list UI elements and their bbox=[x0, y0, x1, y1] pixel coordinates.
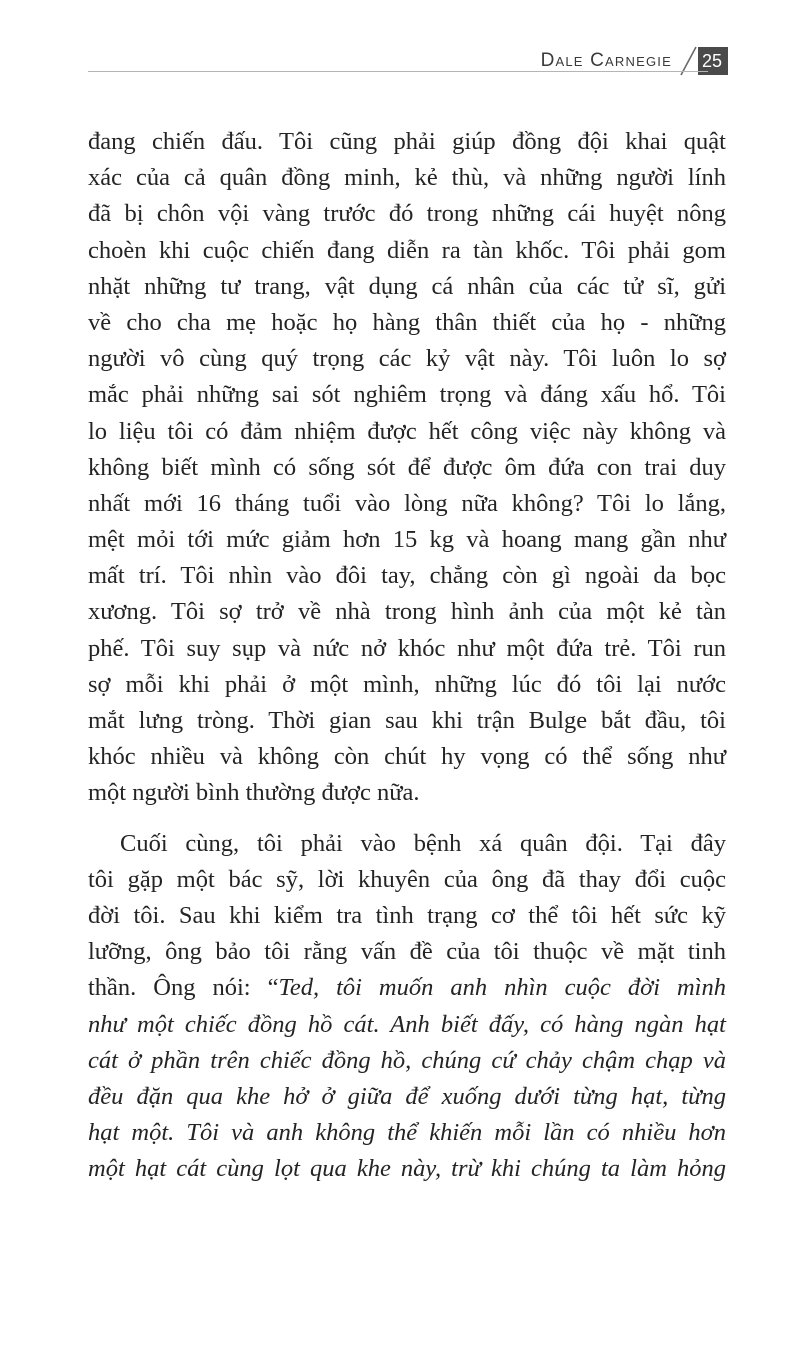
text-line: phế. Tôi suy sụp và nức nở khóc như một đứa trẻ. Tôi run bbox=[88, 634, 726, 662]
text-line: mắc phải những sai sót nghiêm trọng và đáng xấu hổ. Tôi bbox=[88, 381, 726, 409]
text-line: lưỡng, ông bảo tôi rằng vấn đề của tôi thuộc về mặt tinh bbox=[88, 938, 726, 966]
paragraph-gap bbox=[88, 812, 726, 826]
italic-quote-line: cát ở phần trên chiếc đồng hồ, chúng cứ chảy chậm chạp và bbox=[88, 1046, 726, 1074]
text-line: đã bị chôn vội vàng trước đó trong những cái huyệt nông bbox=[88, 200, 726, 228]
text-line-mixed bbox=[88, 970, 726, 1006]
text-line: một người bình thường được nữa. bbox=[88, 779, 420, 807]
header-rule bbox=[88, 71, 708, 72]
text-line: nhặt những tư trang, vật dụng cá nhân của các tử sĩ, gửi bbox=[88, 272, 726, 300]
text-line: sợ mỗi khi phải ở một mình, những lúc đó tôi lại nước bbox=[88, 670, 726, 698]
italic-quote-line: một hạt cát cùng lọt qua khe này, trừ khi chúng ta làm hỏng bbox=[88, 1155, 726, 1183]
quote-intro: thần. Ông nói: “ bbox=[88, 974, 279, 1002]
text-line: không biết mình có sống sót để được ôm đứa con trai duy bbox=[88, 453, 726, 481]
italic-quote-line: đều đặn qua khe hở ở giữa để xuống dưới từng hạt, từng bbox=[88, 1082, 726, 1110]
text-line: người vô cùng quý trọng các kỷ vật này. Tôi luôn lo sợ bbox=[88, 345, 726, 373]
text-line: mất trí. Tôi nhìn vào đôi tay, chẳng còn gì ngoài da bọc bbox=[88, 562, 726, 590]
running-header bbox=[541, 44, 728, 78]
quote-start: Ted, tôi muốn anh nhìn cuộc đời mình bbox=[278, 974, 726, 1002]
text-line: choèn khi cuộc chiến đang diễn ra tàn khốc. Tôi phải gom bbox=[88, 236, 726, 264]
text-line: xương. Tôi sợ trở về nhà trong hình ảnh của một kẻ tàn bbox=[88, 598, 726, 626]
text-line: mắt lưng tròng. Thời gian sau khi trận Bulge bắt đầu, tôi bbox=[88, 707, 726, 734]
author-name: Dale Carnegie bbox=[540, 50, 672, 71]
text-line: khóc nhiều và không còn chút hy vọng có thể sống như bbox=[88, 743, 726, 771]
italic-quote-line: hạt một. Tôi và anh không thể khiến mỗi lần có nhiều hơn bbox=[88, 1119, 726, 1147]
text-line: xác của cả quân đồng minh, kẻ thù, và những người lính bbox=[88, 164, 726, 192]
text-line: đời tôi. Sau khi kiểm tra tình trạng cơ thể tôi hết sức kỹ bbox=[88, 901, 726, 929]
text-line: nhất mới 16 tháng tuổi vào lòng nữa không? Tôi lo lắng, bbox=[88, 489, 726, 517]
text-line: lo liệu tôi có đảm nhiệm được hết công việc này không và bbox=[88, 417, 726, 445]
text-line: về cho cha mẹ hoặc họ hàng thân thiết của họ - những bbox=[88, 308, 726, 336]
italic-quote-line: như một chiếc đồng hồ cát. Anh biết đấy, có hàng ngàn hạt bbox=[88, 1010, 726, 1038]
body-text bbox=[88, 124, 726, 1187]
page-number: 25 bbox=[698, 47, 728, 75]
paragraph-1 bbox=[88, 124, 726, 812]
paragraph-2 bbox=[88, 826, 726, 1188]
text-line: đang chiến đấu. Tôi cũng phải giúp đồng đội khai quật bbox=[88, 128, 726, 155]
text-line: tôi gặp một bác sỹ, lời khuyên của ông đã thay đổi cuộc bbox=[88, 865, 726, 893]
text-line: mệt mỏi tới mức giảm hơn 15 kg và hoang mang gần như bbox=[88, 526, 726, 554]
text-line: Cuối cùng, tôi phải vào bệnh xá quân đội. Tại đây bbox=[120, 829, 726, 857]
